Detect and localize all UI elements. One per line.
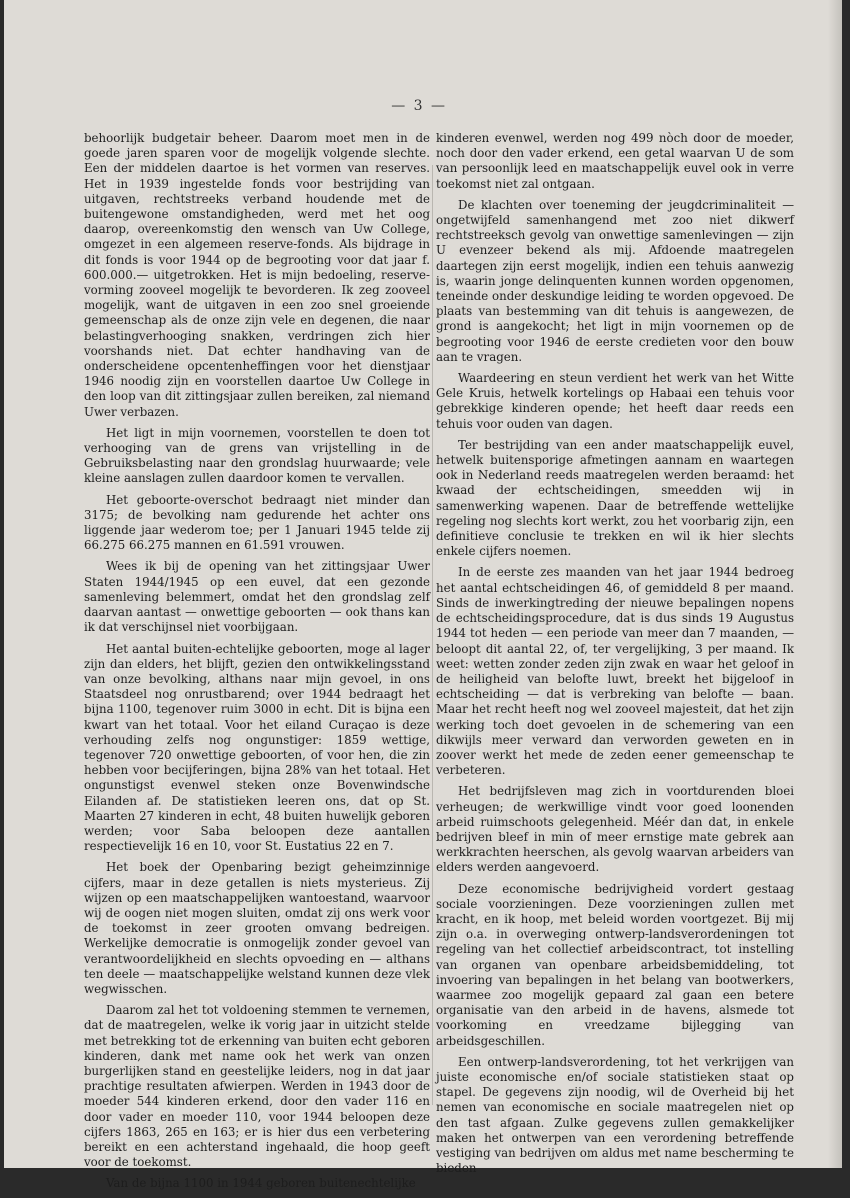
paragraph: Daarom zal het tot voldoening stemmen te vernemen, dat de maatregelen, welke ik vorig jaar in uitzicht stelde met betrekking tot de erkenning van buiten echt geboren kinderen, dank met name ook het werk van onzen burgerlijken stand en geestelijke leiders, nog in dat jaar prachtige resultaten afwierpen. Werden in 1943 door de moeder 544 kinderen erkend, door den vader 116 en door vader en moeder 110, voor 1944 beloopen deze cijfers 1863, 265 en 163; er is hier dus een verbetering bereikt en een achterstand ingehaald, die hoop geeft voor de toekomst. — [84, 1003, 430, 1170]
right-column — [436, 131, 794, 1182]
paragraph: Een ontwerp-landsverordening, tot het verkrijgen van juiste economische en/of sociale statistieken staat op stapel. De gegevens zijn noodig, wil de Overheid bij het nemen van economische en sociale maatregelen niet op den tast afgaan. Zulke gegevens zullen gemakkelijker maken het ontwerpen van een verordening betreffende vestiging van bedrijven om aldus met name bescherming te bieden — [436, 1054, 794, 1176]
paragraph: Waardeering en steun verdient het werk van het Witte Gele Kruis, hetwelk kortelings op Habaai een tehuis voor gebrekkige kinderen opende; het heeft daar reeds een tehuis voor ouden van dagen. — [436, 371, 794, 431]
paragraph: Deze economische bedrijvigheid vordert gestaag sociale voorzieningen. Deze voorzieningen zullen met kracht, en ik hoop, met beleid worden voortgezet. Bij mij zijn o.a. in overweging ontwerp-landsverordeningen tot regeling van het collectief arbeidscontract, tot instelling van organen van openbare arbeidsbemiddeling, tot invoering van bepalingen in het belang van bootwerkers, waarmee zoo mogelijk gepaard zal gaan een betere organisatie van den arbeid in de havens, alsmede tot voorkoming en vreedzame bijlegging van arbeidsgeschillen. — [436, 881, 794, 1048]
paragraph: Ter bestrijding van een ander maatschappelijk euvel, hetwelk buitensporige afmetingen aannam en waartegen ook in Nederland reeds maatregelen werden beraamd: het kwaad der echtscheidingen, smeedden wij in samenwerking wapenen. Daar de betreffende wettelijke regeling nog slechts kort werkt, zou het voorbarig zijn, een definitieve conclusie te trekken en wil ik hier slechts enkele cijfers noemen. — [436, 437, 794, 559]
paragraph: behoorlijk budgetair beheer. Daarom moet men in de goede jaren sparen voor de mogelijk volgende slechte. Een der middelen daartoe is het vormen van reserves. Het in 1939 ingestelde fonds voor bestrijding van uitgaven, rechtstreeks verband houdende met de buitengewone omstandigheden, werd met het oog daarop, overeenkomstig den wensch van Uw College, omgezet in een algemeen reserve-fonds. Als bijdrage in dit fonds is voor 1944 op de begrooting voor dat jaar f. 600.000.— uitgetrokken. Het is mijn bedoeling, reserve-vorming zooveel mogelijk te bevorderen. Ik zeg zooveel mogelijk, want de uitgaven in een zoo snel groeiende gemeenschap als de onze zijn vele en degenen, die naar belastingverhooging snakken, verdringen zich hier voorshands niet. Dat echter handhaving van de onderscheidene opcentenheffingen voor het dienstjaar 1946 noodig zijn en voorstellen daartoe Uw College in den loop van dit zittingsjaar zullen bereiken, zal niemand Uwer verbazen. — [84, 131, 430, 419]
paragraph: Van de bijna 1100 in 1944 geboren buitenechtelijke — [106, 1176, 416, 1191]
paragraph: In de eerste zes maanden van het jaar 1944 bedroeg het aantal echtscheidingen 46, of gemiddeld 8 per maand. Sinds de inwerkingtreding der nieuwe bepalingen nopens de echtscheidingsprocedure, dat is dus sinds 19 Augustus 1944 tot heden — een periode van meer dan 7 maanden, — beloopt dit aantal 22, of, ter vergelijking, 3 per maand. Ik weet: wetten zonder zeden zijn zwak en waar het geloof in de heiligheid van belofte luwt, breekt het bijgeloof in echtscheiding — dat is verbreking van belofte — baan. Maar het recht heeft nog wel zooveel majesteit, dat het zijn werking toch doet gevoelen in de schemering van een dikwijls meer verward dan verworden geweten en in zoover werkt het mede de zeden eener gemeenschap te verbeteren. — [436, 565, 794, 778]
paragraph: Het boek der Openbaring bezigt geheimzinnige cijfers, maar in deze getallen is niets mysterieus. Zij wijzen op een maatschappelijken wantoestand, waarvoor wij de oogen niet mogen sluiten, omdat zij ons werk voor de toekomst in zeer grooten omvang bedreigen. Werkelijke democratie is onmogelijk zonder gevoel van verantwoordelijkheid en slechts opvoeding en — althans ten deele — maatschappelijke welstand kunnen deze vlek wegwisschen. — [84, 860, 430, 996]
page-edge — [828, 0, 842, 1168]
paragraph: De klachten over toeneming der jeugdcriminaliteit — ongetwijfeld samenhangend met zoo niet dikwerf rechtstreeksch gevolg van onwettige samenlevingen — zijn U evenzeer bekend als mij. Afdoende maatregelen daartegen zijn eerst mogelijk, indien een tehuis aanwezig is, waarin jonge delinquenten kunnen worden opgenomen, teneinde onder deskundige leiding te worden opgevoed. De plaats van bestemming van dit tehuis is aangewezen, de grond is aangekocht; het ligt in mijn voornemen op de begrooting voor 1946 de eerste credieten voor den bouw aan te vragen. — [436, 197, 794, 364]
left-column — [84, 131, 430, 1198]
paragraph: Wees ik bij de opening van het zittingsjaar Uwer Staten 1944/1945 op een euvel, dat een gezonde samenleving belemmert, omdat het den grondslag zelf daarvan aantast — onwettige geboorten — ook thans kan ik dat verschijnsel niet voorbijgaan. — [84, 559, 430, 635]
page-number: — 3 — — [391, 98, 447, 114]
paragraph: Het aantal buiten-echtelijke geboorten, moge al lager zijn dan elders, het blijft, gezien den ontwikkelingsstand van onze bevolking, althans naar mijn gevoel, in ons Staatsdeel nog onrustbarend; over 1944 bedraagt het bijna 1100, tegenover ruim 3000 in echt. Dit is bijna een kwart van het totaal. Voor het eiland Curaçao is deze verhouding zelfs nog ongunstiger: 1859 wettige, tegenover 720 onwettige geboorten, of voor hen, die zin hebben voor becijferingen, bijna 28% van het totaal. Het ongunstigst evenwel steken onze Bovenwindsche Eilanden af. De statistieken leeren ons, dat op St. Maarten 27 kinderen in echt, 48 buiten huwelijk geboren werden; voor Saba beloopen deze aantallen respectievelijk 16 en 10, voor St. Eustatius 22 en 7. — [84, 641, 430, 854]
paragraph: Het geboorte-overschot bedraagt niet minder dan 3175; de bevolking nam gedurende het achter ons liggende jaar wederom toe; per 1 Januari 1945 telde zij 66.275 66.275 mannen en 61.591 vrouwen. — [84, 492, 430, 553]
paragraph: Het ligt in mijn voornemen, voorstellen te doen tot verhooging van de grens van vrijstelling in de Gebruiksbelasting naar den grondslag huurwaarde; vele kleine aanslagen zullen daardoor komen te vervallen. — [84, 425, 430, 486]
document-page — [4, 0, 842, 1191]
column-divider — [432, 165, 433, 1105]
paragraph: Het bedrijfsleven mag zich in voortdurenden bloei verheugen; de werkwillige vindt voor goed loonenden arbeid ruimschoots gelegenheid. Méér dan dat, in enkele bedrijven bleef in min of meer ernstige mate gebrek aan werkkrachten heerschen, als gevolg waarvan arbeiders van elders werden aangevoerd. — [436, 784, 794, 875]
paragraph: kinderen evenwel, werden nog 499 nòch door de moeder, noch door den vader erkend, een getal waarvan U de som van persoonlijk leed en maatschappelijk euvel ook in verre toekomst niet zal ontgaan. — [436, 131, 794, 191]
